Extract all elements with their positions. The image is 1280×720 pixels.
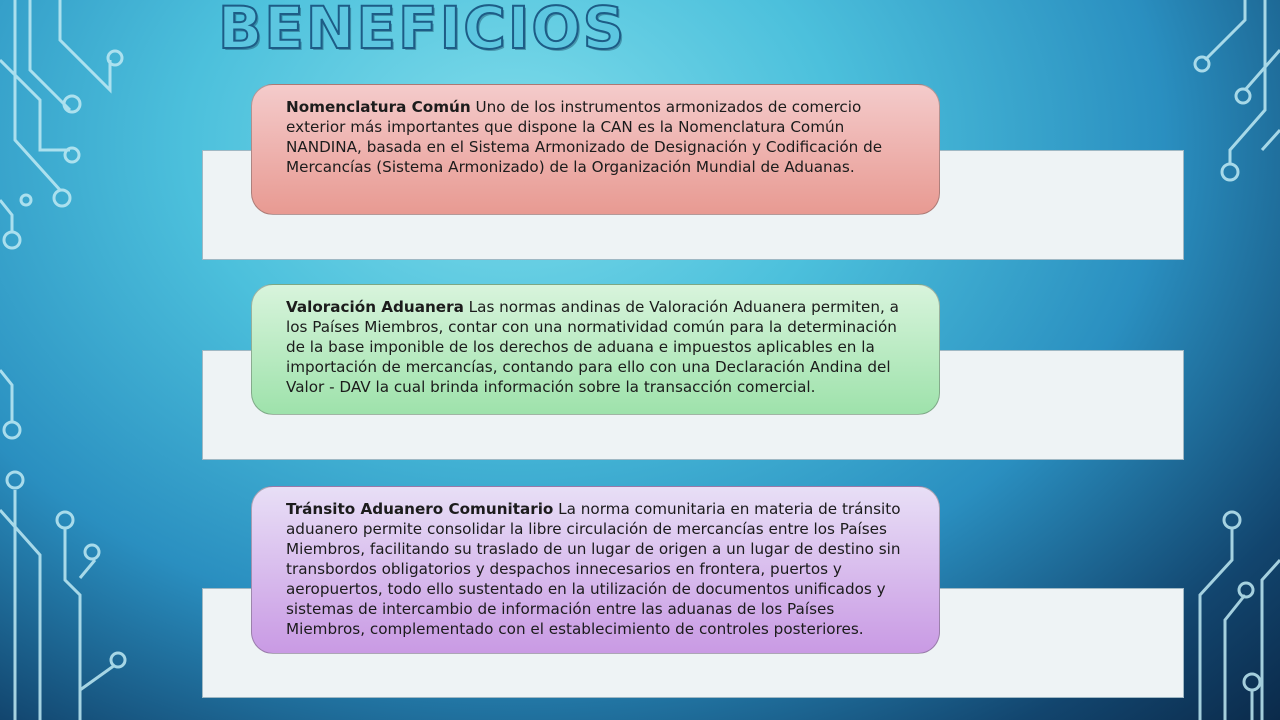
page-title: BENEFICIOS xyxy=(218,0,627,62)
card-text: La norma comunitaria en materia de tránsito aduanero permite consolidar la libre circulación de mercancías entre los Países Miembros, facilitando su traslado de un lugar de origen a un lugar de destino sin transbordos obligatorios y despachos innecesarios en frontera, puertos y aeropuertos, todo ello sustentado en la utilización de documentos unificados y sistemas de intercambio de información entre las aduanas de los Países Miembros, complementado con el establecimiento de controles posteriores. xyxy=(286,500,901,638)
card-nomenclatura xyxy=(251,84,940,215)
card-heading: Valoración Aduanera xyxy=(286,298,464,316)
card-text: Uno de los instrumentos armonizados de comercio exterior más importantes que dispone la CAN es la Nomenclatura Común NANDINA, basada en el Sistema Armonizado de Designación y Codificación de Mercancías (Sistema Armonizado) de la Organización Mundial de Aduanas. xyxy=(286,98,883,176)
card-valoracion xyxy=(251,284,940,415)
card-text: Las normas andinas de Valoración Aduanera permiten, a los Países Miembros, contar con una normatividad común para la determinación de la base imponible de los derechos de aduana e impuestos aplicables en la importación de mercancías, contando para ello con una Declaración Andina del Valor - DAV la cual brinda información sobre la transacción comercial. xyxy=(286,298,899,396)
card-transito xyxy=(251,486,940,654)
card-heading: Tránsito Aduanero Comunitario xyxy=(286,500,554,518)
card-heading: Nomenclatura Común xyxy=(286,98,471,116)
